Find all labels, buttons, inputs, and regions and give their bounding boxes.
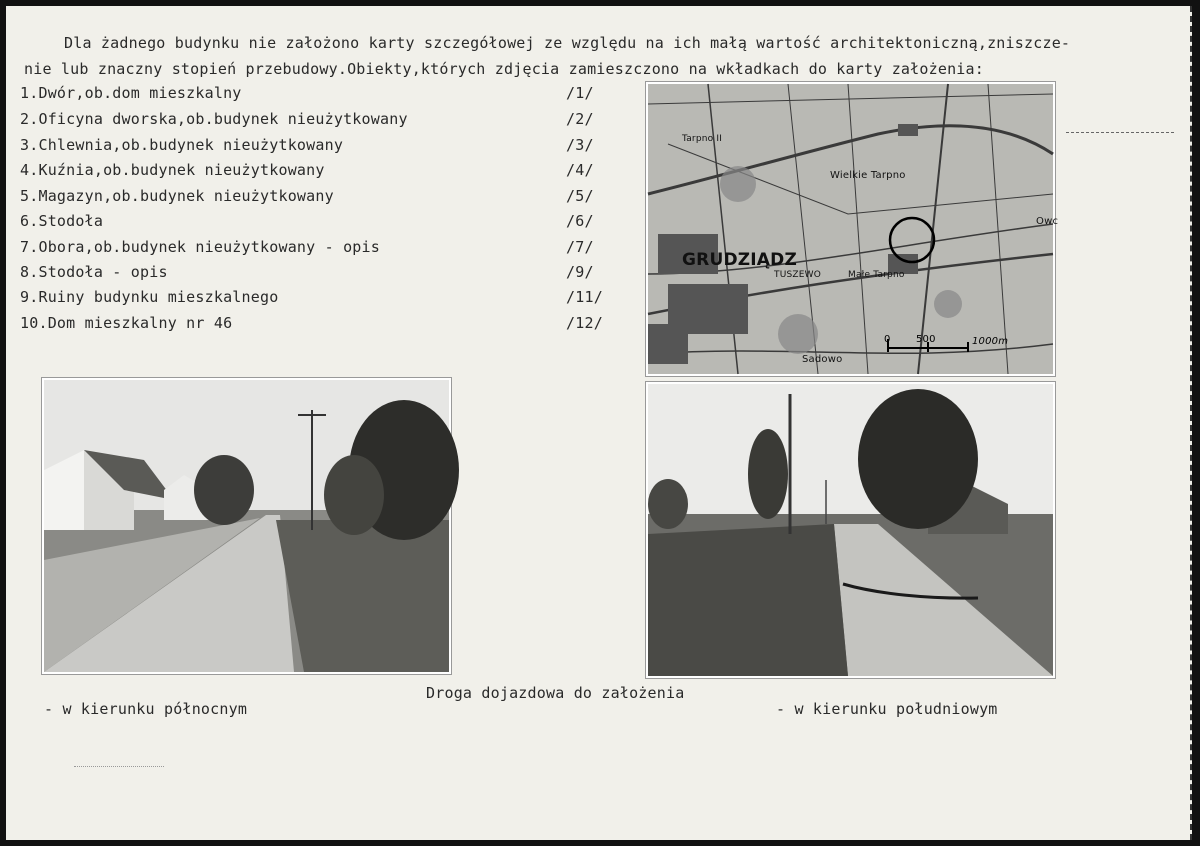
map-scale-500: 500 (916, 334, 936, 345)
map-place-label: Owc (1036, 216, 1059, 227)
map-scale-0: 0 (884, 334, 891, 345)
map-place-label: Małe Tarpno (848, 270, 905, 280)
intro-line-2: nie lub znaczny stopień przebudowy.Obiekty,których zdjęcia zamieszczono na wkładkach do karty założenia: (24, 60, 984, 78)
stray-marks (74, 766, 164, 767)
object-item: 6.Stodoła (20, 212, 104, 230)
photo-north-caption: - w kierunku północnym (44, 700, 248, 718)
object-ref: /5/ (566, 187, 594, 205)
object-ref: /11/ (566, 288, 603, 306)
map-district-label: TUSZEWO (774, 270, 822, 280)
object-ref: /6/ (566, 212, 594, 230)
object-item: 3.Chlewnia,ob.budynek nieużytkowany (20, 136, 344, 154)
map-city-label: GRUDZIĄDZ (682, 250, 798, 270)
object-ref: /12/ (566, 314, 603, 332)
document-page (6, 6, 1192, 840)
object-item: 5.Magazyn,ob.budynek nieużytkowany (20, 187, 334, 205)
map-graphic (648, 84, 1053, 374)
object-item: 4.Kuźnia,ob.budynek nieużytkowany (20, 161, 325, 179)
object-ref: /4/ (566, 161, 594, 179)
map-place-label: Tarpno II (682, 134, 723, 144)
object-ref: /3/ (566, 136, 594, 154)
margin-dash (1066, 132, 1174, 133)
location-map (646, 82, 1059, 376)
photo-north-graphic (44, 380, 449, 672)
object-item: 10.Dom mieszkalny nr 46 (20, 314, 233, 332)
object-item: 1.Dwór,ob.dom mieszkalny (20, 84, 242, 102)
map-place-label: Wielkie Tarpno (830, 170, 906, 181)
object-item: 9.Ruiny budynku mieszkalnego (20, 288, 279, 306)
object-ref: /9/ (566, 263, 594, 281)
photo-road-south (646, 382, 1055, 678)
map-place-label: Sadowo (802, 354, 843, 365)
object-ref: /1/ (566, 84, 594, 102)
photo-south-graphic (648, 384, 1053, 676)
object-item: 2.Oficyna dworska,ob.budynek nieużytkowany (20, 110, 408, 128)
object-item: 8.Stodoła - opis (20, 263, 168, 281)
photos-caption: Droga dojazdowa do założenia (426, 684, 685, 702)
map-scale-1000: 1000m (972, 336, 1009, 347)
intro-line-1: Dla żadnego budynku nie założono karty szczegółowej ze względu na ich małą wartość architektoniczną,zniszcze- (64, 34, 1071, 52)
object-ref: /2/ (566, 110, 594, 128)
object-item: 7.Obora,ob.budynek nieużytkowany - opis (20, 238, 380, 256)
photo-south-caption: - w kierunku południowym (776, 700, 998, 718)
photo-road-north (42, 378, 451, 674)
object-ref: /7/ (566, 238, 594, 256)
